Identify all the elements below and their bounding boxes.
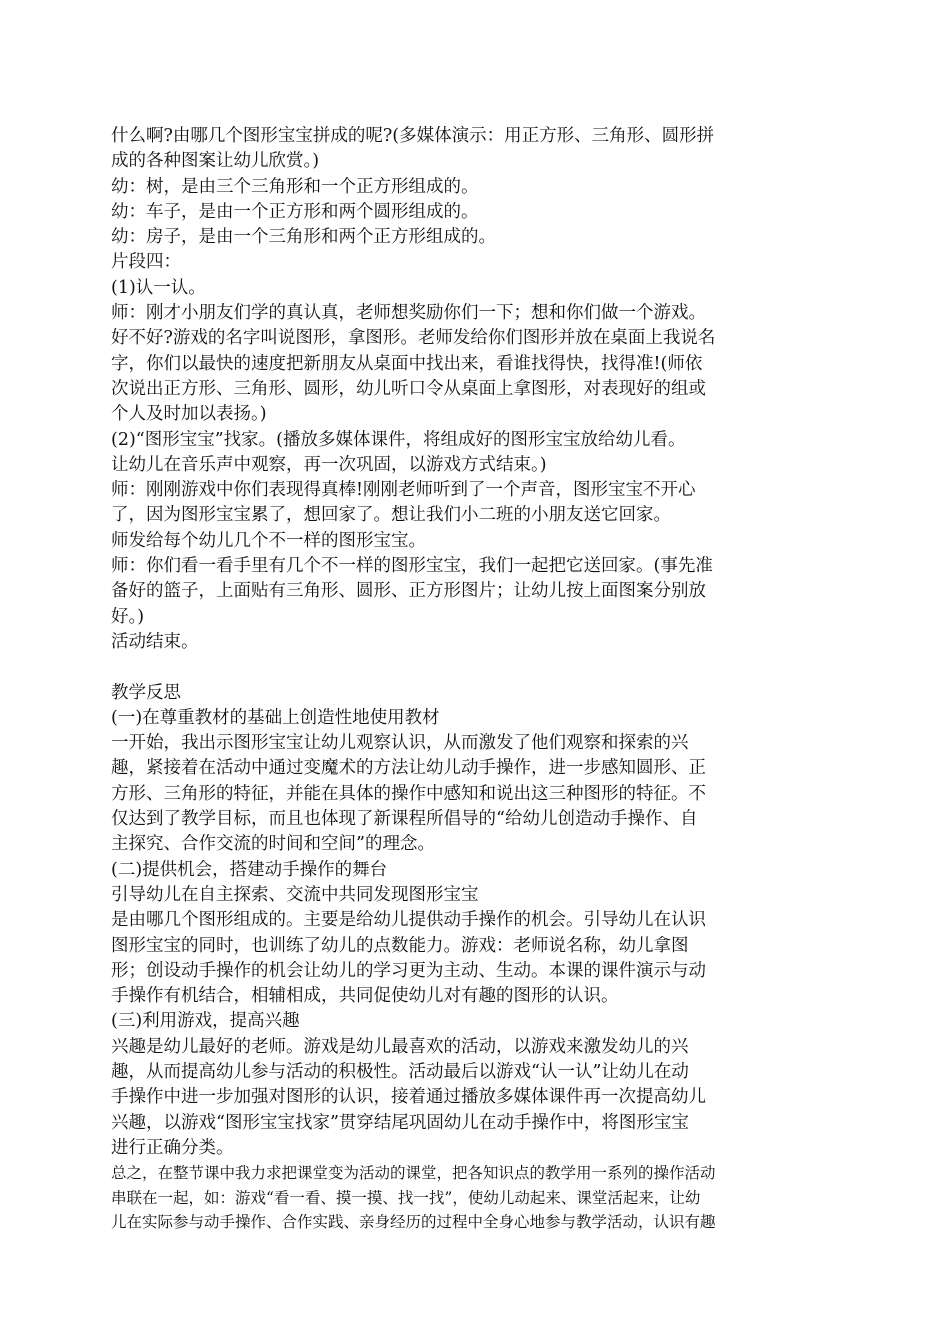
step-heading: (2)“图形宝宝”找家。(播放多媒体课件，将组成好的图形宝宝放给幼儿看。 bbox=[111, 429, 686, 450]
paragraph-line: 一开始，我出示图形宝宝让幼儿观察认识，从而激发了他们观察和探索的兴 bbox=[111, 733, 689, 754]
document-body bbox=[111, 124, 841, 1235]
paragraph-line: 趣，紧接着在活动中通过变魔术的方法让幼儿动手操作，进一步感知圆形、正 bbox=[111, 758, 706, 779]
paragraph-line: 成的各种图案让幼儿欣赏。) bbox=[111, 151, 320, 172]
subsection-heading: (三)利用游戏，提高兴趣 bbox=[111, 1011, 300, 1032]
subsection-heading: (一)在尊重教材的基础上创造性地使用教材 bbox=[111, 707, 440, 728]
paragraph-line: 主探究、合作交流的时间和空间”的理念。 bbox=[111, 834, 435, 855]
paragraph-line: 活动结束。 bbox=[111, 631, 199, 652]
paragraph-line: 形；创设动手操作的机会让幼儿的学习更为主动、生动。本课的课件演示与动 bbox=[111, 960, 706, 981]
paragraph-line: 方形、三角形的特征，并能在具体的操作中感知和说出这三种图形的特征。不 bbox=[111, 783, 706, 804]
step-heading: (1)认一认。 bbox=[111, 277, 206, 298]
paragraph-line: 兴趣，以游戏“图形宝宝找家”贯穿结尾巩固幼儿在动手操作中，将图形宝宝 bbox=[111, 1112, 689, 1133]
paragraph-line: 好。) bbox=[111, 606, 145, 627]
paragraph-line: 了，因为图形宝宝累了，想回家了。想让我们小二班的小朋友送它回家。 bbox=[111, 505, 671, 526]
paragraph-line: 师发给每个幼儿几个不一样的图形宝宝。 bbox=[111, 530, 426, 551]
dialogue-line: 幼：车子，是由一个正方形和两个圆形组成的。 bbox=[111, 201, 479, 222]
paragraph-line: 手操作有机结合，相辅相成，共同促使幼儿对有趣的图形的认识。 bbox=[111, 986, 619, 1007]
paragraph-line: 次说出正方形、三角形、圆形，幼儿听口令从桌面上拿图形，对表现好的组或 bbox=[111, 378, 706, 399]
paragraph-line: 让幼儿在音乐声中观察，再一次巩固，以游戏方式结束。) bbox=[111, 454, 547, 475]
paragraph-line: 师：你们看一看手里有几个不一样的图形宝宝，我们一起把它送回家。(事先准 bbox=[111, 556, 713, 577]
paragraph-line: 儿在实际参与动手操作、合作实践、亲身经历的过程中全身心地参与教学活动，认识有趣 bbox=[111, 1213, 716, 1232]
blank-line bbox=[111, 655, 841, 680]
paragraph-line: 个人及时加以表扬。) bbox=[111, 404, 267, 425]
paragraph-line: 图形宝宝的同时，也训练了幼儿的点数能力。游戏：老师说名称，幼儿拿图 bbox=[111, 935, 689, 956]
paragraph-line: 串联在一起，如：游戏“看一看、摸一摸、找一找”，使幼儿动起来、课堂活起来，让幼 bbox=[111, 1188, 701, 1207]
paragraph-line: 什么啊?由哪几个图形宝宝拼成的呢?(多媒体演示：用正方形、三角形、圆形拼 bbox=[111, 126, 715, 146]
dialogue-line: 幼：房子，是由一个三角形和两个正方形组成的。 bbox=[111, 227, 496, 248]
segment-heading: 片段四： bbox=[111, 252, 181, 273]
paragraph-line: 备好的篮子，上面贴有三角形、圆形、正方形图片；让幼儿按上面图案分别放 bbox=[111, 581, 706, 602]
paragraph-line: 兴趣是幼儿最好的老师。游戏是幼儿最喜欢的活动，以游戏来激发幼儿的兴 bbox=[111, 1036, 689, 1057]
paragraph-line: 趣，从而提高幼儿参与活动的积极性。活动最后以游戏“认一认”让幼儿在动 bbox=[111, 1061, 689, 1082]
paragraph-line: 师：刚才小朋友们学的真认真，老师想奖励你们一下；想和你们做一个游戏。 bbox=[111, 303, 706, 324]
subsection-heading: (二)提供机会，搭建动手操作的舞台 bbox=[111, 859, 388, 880]
paragraph-line: 手操作中进一步加强对图形的认识，接着通过播放多媒体课件再一次提高幼儿 bbox=[111, 1087, 706, 1108]
paragraph-line: 字，你们以最快的速度把新朋友从桌面中找出来，看谁找得快，找得准!(师依 bbox=[111, 353, 703, 374]
paragraph-line: 师：刚刚游戏中你们表现得真棒!刚刚老师听到了一个声音，图形宝宝不开心 bbox=[111, 480, 696, 501]
paragraph-line: 引导幼儿在自主探索、交流中共同发现图形宝宝 bbox=[111, 884, 479, 905]
dialogue-line: 幼：树，是由三个三角形和一个正方形组成的。 bbox=[111, 176, 479, 197]
paragraph-line: 好不好?游戏的名字叫说图形，拿图形。老师发给你们图形并放在桌面上我说名 bbox=[111, 328, 716, 349]
paragraph-line: 总之，在整节课中我力求把课堂变为活动的课堂，把各知识点的教学用一系列的操作活动 bbox=[111, 1164, 716, 1183]
paragraph-line: 仅达到了教学目标，而且也体现了新课程所倡导的“给幼儿创造动手操作、自 bbox=[111, 809, 698, 830]
section-title: 教学反思 bbox=[111, 682, 181, 703]
paragraph-line: 进行正确分类。 bbox=[111, 1137, 234, 1158]
paragraph-line: 是由哪几个图形组成的。主要是给幼儿提供动手操作的机会。引导幼儿在认识 bbox=[111, 910, 706, 931]
